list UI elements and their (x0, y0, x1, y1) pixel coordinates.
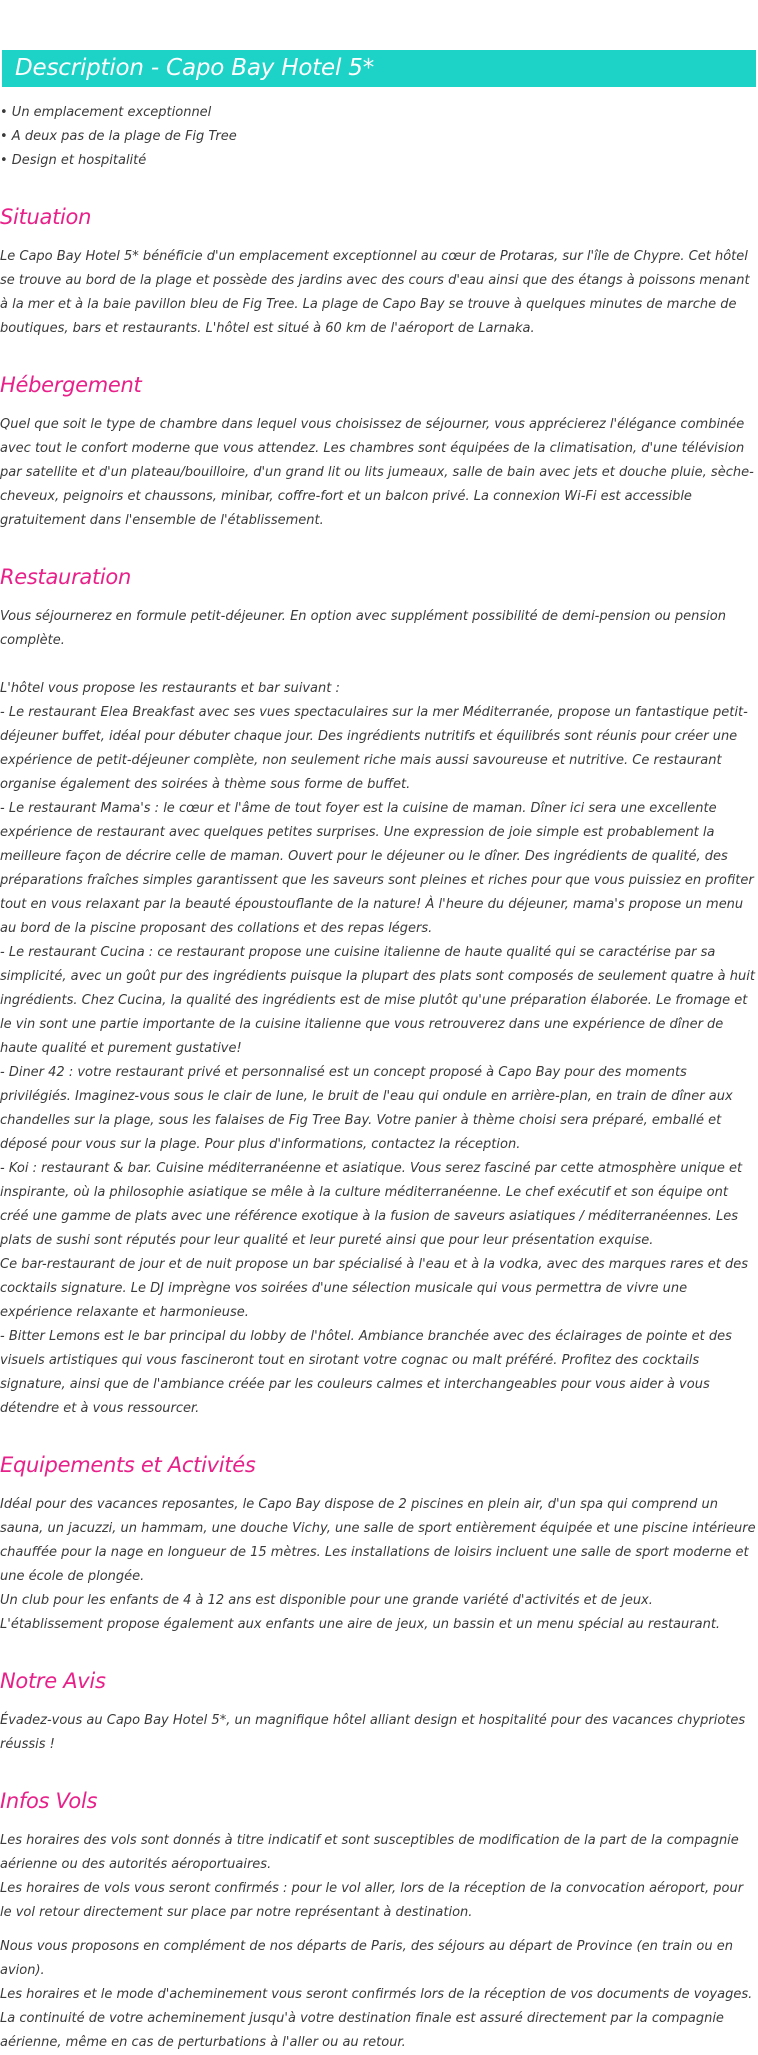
equipements-heading: Equipements et Activités (0, 1453, 256, 1477)
vols-text: Les horaires de vols vous seront confirmés : pour le vol aller, lors de la réception de la convocation aéroport, pour le vol retour directement sur place par notre représentant à destination. (0, 1881, 744, 1920)
hebergement-heading: Hébergement (0, 373, 142, 397)
avis-section (0, 1667, 758, 1757)
hebergement-section (0, 371, 758, 533)
restauration-list-intro: L'hôtel vous propose les restaurants et bar suivant : (0, 681, 340, 696)
restaurant-item: - Bitter Lemons est le bar principal du lobby de l'hôtel. Ambiance branchée avec des éclairages de pointe et des visuels artistiques qui vous fascineront tout en sirotant votre cognac ou malt préféré. Profitez des cocktails signature, ainsi que de l'ambiance créée par les couleurs calmes et interchangeables pour vous aider à vous détendre et à vous ressourcer. (0, 1329, 732, 1416)
equipements-text: Un club pour les enfants de 4 à 12 ans est disponible pour une grande variété d'activités et de jeux. L'établissement propose également aux enfants une aire de jeux, un bassin et un menu spécial au restaurant. (0, 1593, 721, 1632)
hotel-description-page (0, 50, 758, 2055)
highlights-list (0, 101, 758, 173)
equipements-section (0, 1451, 758, 1637)
vols-text: Les horaires des vols sont donnés à titre indicatif et sont susceptibles de modification de la part de la compagnie aérienne ou des autorités aéroportuaires. (0, 1833, 739, 1872)
restaurant-item: - Diner 42 : votre restaurant privé et personnalisé est un concept proposé à Capo Bay pour des moments privilégiés. Imaginez-vous sous le clair de lune, le bruit de l'eau qui ondule en arrière-plan, en train de dîner aux chandelles sur la plage, sous les falaises de Fig Tree Bay. Votre panier à thème choisi sera préparé, emballé et déposé pour vous sur la plage. Pour plus d'informations, contactez la réception. (0, 1065, 733, 1152)
vols-text: La continuité de votre acheminement jusqu'à votre destination finale est assuré directement par la compagnie aérienne, même en cas de perturbations à l'aller ou au retour. (0, 2011, 724, 2050)
highlight-item: • Design et hospitalité (0, 153, 147, 168)
description-banner (2, 50, 756, 87)
avis-heading: Notre Avis (0, 1669, 106, 1693)
situation-text: Le Capo Bay Hotel 5* bénéficie d'un emplacement exceptionnel au cœur de Protaras, sur l'île de Chypre. Cet hôtel se trouve au bord de la plage et possède des jardins avec des cours d'eau ainsi que des étangs à poissons menant à la mer et à la baie pavillon bleu de Fig Tree. La plage de Capo Bay se trouve à quelques minutes de marche de boutiques, bars et restaurants. L'hôtel est situé à 60 km de l'aéroport de Larnaka. (0, 249, 750, 336)
situation-section (0, 203, 758, 341)
restauration-section (0, 563, 758, 1421)
vols-heading: Infos Vols (0, 1789, 98, 1813)
hebergement-text: Quel que soit le type de chambre dans lequel vous choisissez de séjourner, vous apprécierez l'élégance combinée avec tout le confort moderne que vous attendez. Les chambres sont équipées de la climatisation, d'une télévision par satellite et d'un plateau/bouilloire, d'un grand lit ou lits jumeaux, salle de bain avec jets et douche pluie, sèche-cheveux, peignoirs et chaussons, minibar, coffre-fort et un balcon privé. La connexion Wi-Fi est accessible gratuitement dans l'ensemble de l'établissement. (0, 417, 754, 528)
avis-text: Évadez-vous au Capo Bay Hotel 5*, un magnifique hôtel alliant design et hospitalité pour des vacances chypriotes réussis ! (0, 1713, 746, 1752)
restaurant-item: - Le restaurant Mama's : le cœur et l'âme de tout foyer est la cuisine de maman. Dîner ici sera une excellente expérience de restaurant avec quelques petites surprises. Une expression de joie simple est probablement la meilleure façon de décrire celle de maman. Ouvert pour le déjeuner ou le dîner. Des ingrédients de qualité, des préparations fraîches simples garantissent que les saveurs sont pleines et riches pour que vous puissiez en profiter tout en vous relaxant par la beauté époustouflante de la nature! À l'heure du déjeuner, mama's propose un menu au bord de la piscine proposant des collations et des repas légers. (0, 801, 754, 936)
restauration-intro: Vous séjournerez en formule petit-déjeuner. En option avec supplément possibilité de demi-pension ou pension complète. (0, 609, 726, 648)
vols-section (0, 1787, 758, 2055)
equipements-text: Idéal pour des vacances reposantes, le Capo Bay dispose de 2 piscines en plein air, d'un spa qui comprend un sauna, un jacuzzi, un hammam, une douche Vichy, une salle de sport entièrement équipée et une piscine intérieure chauffée pour la nage en longueur de 15 mètres. Les installations de loisirs incluent une salle de sport moderne et une école de plongée. (0, 1497, 756, 1584)
highlight-item: • Un emplacement exceptionnel (0, 105, 212, 120)
situation-heading: Situation (0, 205, 92, 229)
restaurant-item: - Le restaurant Cucina : ce restaurant propose une cuisine italienne de haute qualité qui se caractérise par sa simplicité, avec un goût pur des ingrédients puisque la plupart des plats sont composés de seulement quatre à huit ingrédients. Chez Cucina, la qualité des ingrédients est de mise plutôt qu'une préparation élaborée. Le fromage et le vin sont une partie importante de la cuisine italienne que vous retrouverez dans une expérience de dîner de haute qualité et purement gustative! (0, 945, 755, 1056)
banner-title: Description - Capo Bay Hotel 5* (15, 55, 375, 81)
restauration-heading: Restauration (0, 565, 131, 589)
highlight-item: • A deux pas de la plage de Fig Tree (0, 129, 237, 144)
vols-text: Nous vous proposons en complément de nos départs de Paris, des séjours au départ de Province (en train ou en avion). (0, 1939, 733, 1978)
restaurant-item: - Koi : restaurant & bar. Cuisine méditerranéenne et asiatique. Vous serez fasciné par cette atmosphère unique et inspirante, où la philosophie asiatique se mêle à la culture méditerranéenne. Le chef exécutif et son équipe ont créé une gamme de plats avec une référence exotique à la fusion de saveurs asiatiques / méditerranéennes. Les plats de sushi sont réputés pour leur qualité et leur pureté ainsi que pour leur présentation exquise. (0, 1161, 743, 1248)
vols-text: Les horaires et le mode d'acheminement vous seront confirmés lors de la réception de vos documents de voyages. (0, 1987, 753, 2002)
restaurant-item: Ce bar-restaurant de jour et de nuit propose un bar spécialisé à l'eau et à la vodka, avec des marques rares et des cocktails signature. Le DJ imprègne vos soirées d'une sélection musicale qui vous permettra de vivre une expérience relaxante et harmonieuse. (0, 1257, 748, 1320)
restaurant-item: - Le restaurant Elea Breakfast avec ses vues spectaculaires sur la mer Méditerranée, propose un fantastique petit-déjeuner buffet, idéal pour débuter chaque jour. Des ingrédients nutritifs et équilibrés sont réunis pour créer une expérience de petit-déjeuner complète, non seulement riche mais aussi savoureuse et nutritive. Ce restaurant organise également des soirées à thème sous forme de buffet. (0, 705, 748, 792)
